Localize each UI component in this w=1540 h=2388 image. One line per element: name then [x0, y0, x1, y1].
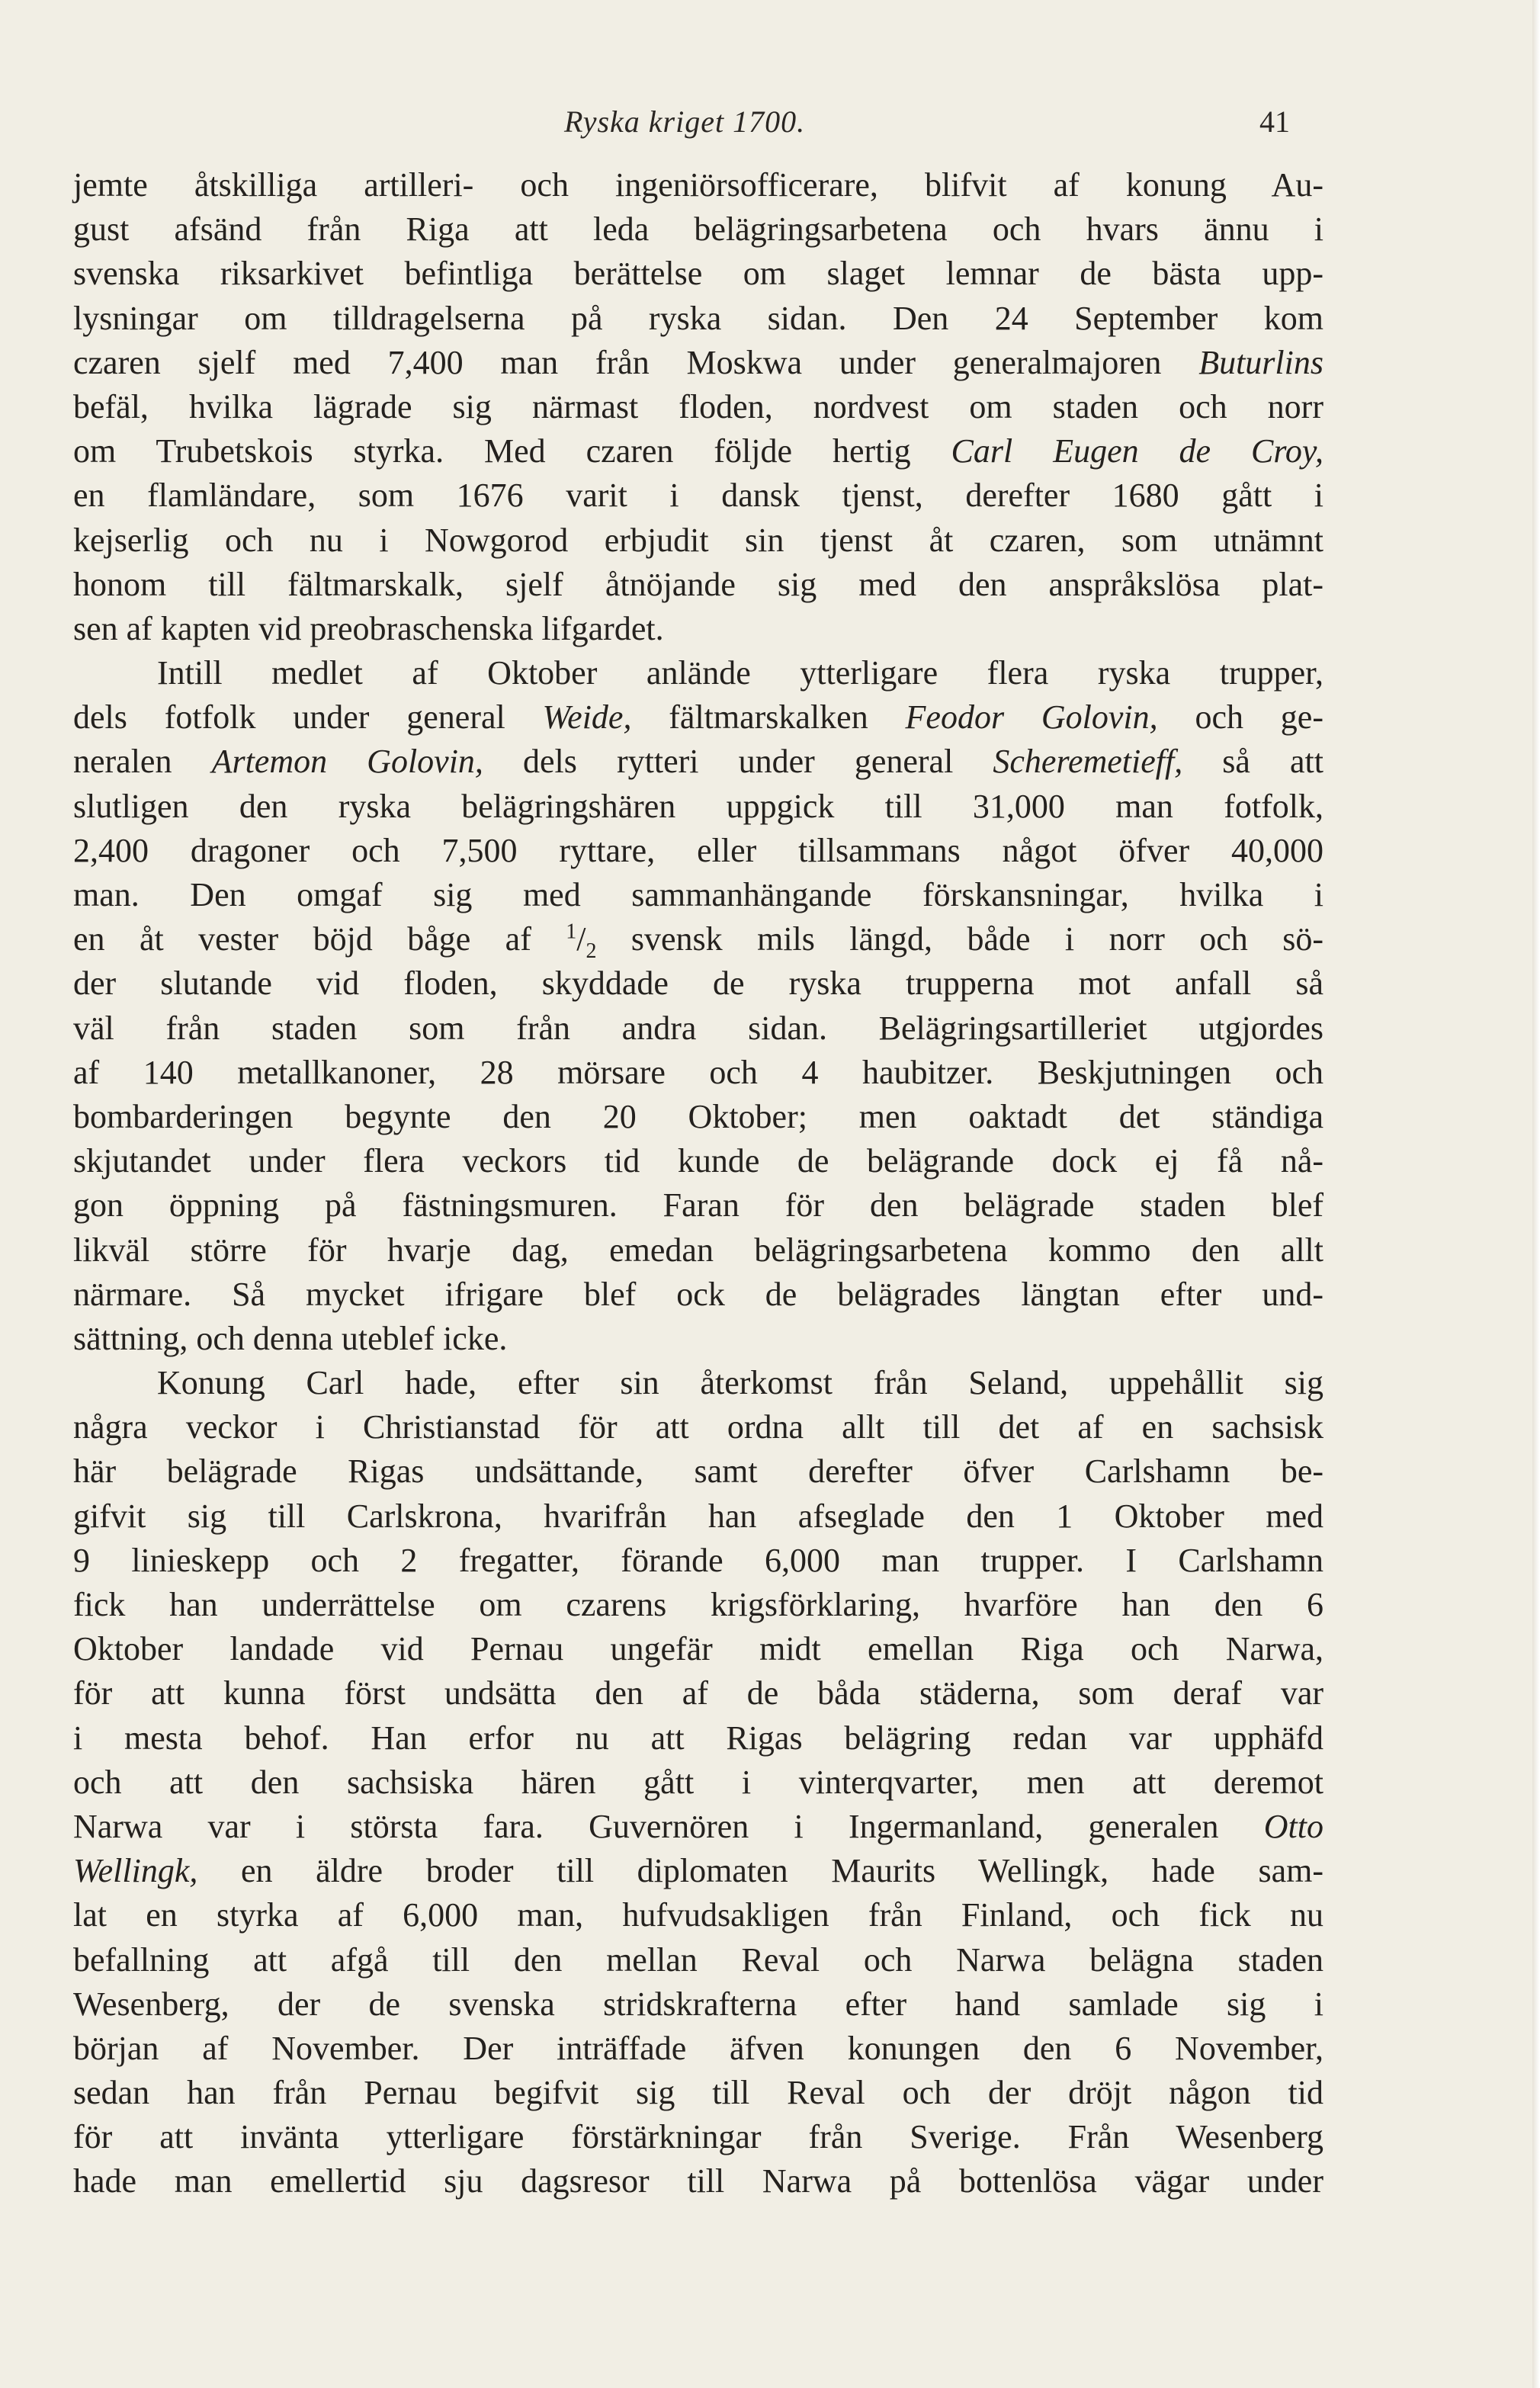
- italic-name: Otto: [1263, 1807, 1323, 1845]
- text-line: skjutandet under flera veckors tid kunde de belägrande dock ej få nå-: [73, 1142, 1323, 1180]
- text-line: för att kunna först undsätta den af de båda städerna, som deraf var: [73, 1674, 1323, 1712]
- text-line: jemte åtskilliga artilleri- och ingeniörsofficerare, blifvit af konung Au-: [73, 166, 1323, 204]
- text-line: der slutande vid floden, skyddade de ryska trupperna mot anfall så: [73, 965, 1323, 1003]
- text-line: en flamländare, som 1676 varit i dansk tjenst, derefter 1680 gått i: [73, 477, 1323, 515]
- italic-name: Buturlins: [1198, 343, 1323, 381]
- text-line: honom till fältmarskalk, sjelf åtnöjande sig med den anspråkslösa plat-: [73, 565, 1323, 603]
- italic-name: Scheremetieff,: [993, 743, 1183, 781]
- text-line: Narwa var i största fara. Guvernören i Ingermanland, generalen Otto: [73, 1807, 1323, 1845]
- italic-name: Feodor Golovin,: [905, 698, 1158, 737]
- text-line: slutligen den ryska belägringshären uppgick till 31,000 man fotfolk,: [73, 787, 1323, 825]
- text-line: lysningar om tilldragelserna på ryska sidan. Den 24 September kom: [73, 299, 1323, 337]
- text-line: gust afsänd från Riga att leda belägringsarbetena och hvars ännu i: [73, 210, 1323, 249]
- text-line: och att den sachsiska hären gått i vinterqvarter, men att deremot: [73, 1763, 1323, 1801]
- fraction-denominator: 2: [586, 939, 597, 963]
- text-line: likväl större för hvarje dag, emedan belägringsarbetena kommo den allt: [73, 1231, 1323, 1269]
- text-line: några veckor i Christianstad för att ordna allt till det af en sachsisk: [73, 1408, 1323, 1446]
- text-line: czaren sjelf med 7,400 man från Moskwa under generalmajoren Buturlins: [73, 343, 1323, 381]
- text-line: en åt vester böjd båge af $^1/_2$ svensk mils längd, både i norr och sö-: [73, 920, 1323, 963]
- text-line: här belägrade Rigas undsättande, samt derefter öfver Carlshamn be-: [73, 1452, 1323, 1491]
- text-line: gifvit sig till Carlskrona, hvarifrån han afseglade den 1 Oktober med: [73, 1497, 1323, 1535]
- text-line: närmare. Så mycket ifrigare blef ock de belägrades längtan efter und-: [73, 1275, 1323, 1313]
- paragraph-start: Konung Carl hade, efter sin återkomst från Seland, uppehållit sig: [157, 1364, 1323, 1402]
- text-line: fick han underrättelse om czarens krigsförklaring, hvarföre han den 6: [73, 1586, 1323, 1623]
- italic-name: Artemon Golovin,: [211, 743, 483, 781]
- text-line: af 140 metallkanoner, 28 mörsare och 4 haubitzer. Beskjutningen och: [73, 1053, 1323, 1091]
- text-line: i mesta behof. Han erfor nu att Rigas belägring redan var upphäfd: [73, 1719, 1323, 1757]
- text-line: man. Den omgaf sig med sammanhängande förskansningar, hvilka i: [73, 876, 1323, 913]
- text-line: början af November. Der inträffade äfven konungen den 6 November,: [73, 2029, 1323, 2067]
- text-line: sedan han från Pernau begifvit sig till Reval och der dröjt någon tid: [73, 2074, 1323, 2112]
- text-line: neralen Artemon Golovin, dels rytteri under general Scheremetieff, så att: [73, 743, 1324, 781]
- text-line: bombarderingen begynte den 20 Oktober; men oaktadt det ständiga: [73, 1097, 1323, 1135]
- page-edge: [1532, 0, 1540, 2388]
- text-line: befäl, hvilka lägrade sig närmast floden, nordvest om staden och norr: [73, 387, 1323, 425]
- text-line: sen af kapten vid preobraschenska lifgardet.: [73, 609, 664, 647]
- page-header: [564, 104, 1290, 149]
- text-line: lat en styrka af 6,000 man, hufvudsakligen från Finland, och fick nu: [73, 1896, 1323, 1934]
- text-line: för att invänta ytterligare förstärkningar från Sverige. Från Wesenberg: [73, 2118, 1323, 2156]
- text-line: Wellingk, en äldre broder till diplomaten Maurits Wellingk, hade sam-: [73, 1852, 1323, 1890]
- fraction-numerator: 1: [566, 920, 577, 944]
- text-line: 9 linieskepp och 2 fregatter, förande 6,000 man trupper. I Carlshamn: [73, 1541, 1323, 1579]
- text-line: kejserlig och nu i Nowgorod erbjudit sin tjenst åt czaren, som utnämnt: [73, 521, 1323, 559]
- text-line: svenska riksarkivet befintliga berättelse om slaget lemnar de bästa upp-: [73, 255, 1323, 293]
- text-line: väl från staden som från andra sidan. Belägringsartilleriet utgjordes: [73, 1009, 1323, 1047]
- text-line: Wesenberg, der de svenska stridskrafterna efter hand samlade sig i: [73, 1985, 1323, 2023]
- text-line: om Trubetskois styrka. Med czaren följde hertig Carl Eugen de Croy,: [73, 432, 1323, 470]
- text-line: dels fotfolk under general Weide, fältmarskalken Feodor Golovin, och ge-: [73, 698, 1323, 737]
- text-line: 2,400 dragoner och 7,500 ryttare, eller tillsammans något öfver 40,000: [73, 831, 1323, 869]
- body-text: [73, 163, 1323, 2204]
- italic-name: Carl Eugen de Croy,: [951, 432, 1323, 470]
- text-line: hade man emellertid sju dagsresor till Narwa på bottenlösa vägar under: [73, 2162, 1323, 2200]
- running-title: Ryska kriget 1700.: [564, 104, 806, 139]
- text-line: befallning att afgå till den mellan Reval och Narwa belägna staden: [73, 1940, 1323, 1979]
- page-number: 41: [1259, 104, 1290, 139]
- text-line: sättning, och denna uteblef icke.: [73, 1319, 508, 1357]
- italic-name: Weide,: [542, 698, 632, 737]
- paragraph-start: Intill medlet af Oktober anlände ytterligare flera ryska trupper,: [157, 654, 1323, 692]
- text-line: Oktober landade vid Pernau ungefär midt emellan Riga och Narwa,: [73, 1630, 1323, 1668]
- italic-name: Wellingk,: [73, 1852, 198, 1890]
- text-line: gon öppning på fästningsmuren. Faran för den belägrade staden blef: [73, 1186, 1323, 1224]
